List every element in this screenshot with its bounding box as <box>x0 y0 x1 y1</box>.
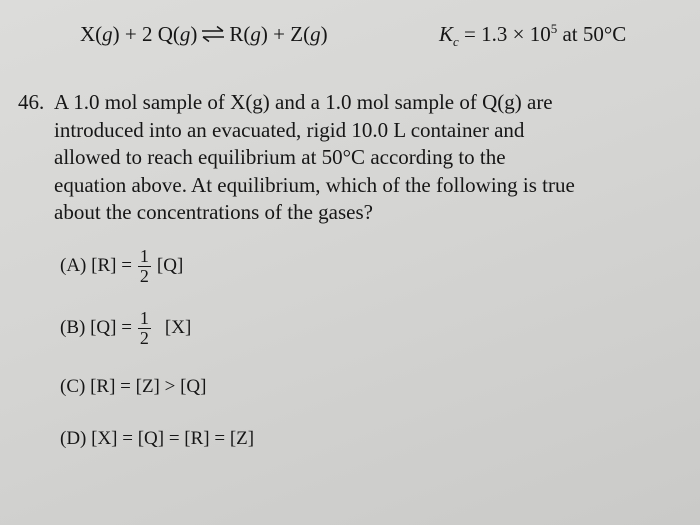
close-paren-2: ) <box>320 22 328 46</box>
kc-subscript: c <box>453 34 459 50</box>
product-r: R( <box>229 22 251 46</box>
choice-c[interactable]: (C) [R] = [Z] > [Q] <box>60 376 207 397</box>
fraction-denominator: 2 <box>139 328 149 348</box>
choice-d[interactable]: (D) [X] = [Q] = [R] = [Z] <box>60 428 255 449</box>
choice-a-lhs: (A) [R] = <box>60 254 132 276</box>
product-z-state: g <box>310 22 321 46</box>
stem-line: A 1.0 mol sample of X(g) and a 1.0 mol sample of Q(g) are <box>54 90 553 114</box>
fraction-numerator: 1 <box>139 308 149 328</box>
fraction <box>138 309 151 348</box>
equation-left <box>80 21 328 47</box>
choice-a[interactable] <box>60 247 183 286</box>
kc-condition: at 50°C <box>557 22 627 46</box>
stem-line: allowed to reach equilibrium at 50°C according to the <box>54 145 506 169</box>
equilibrium-arrow-icon <box>201 25 225 43</box>
close-paren-1: ) <box>190 22 198 46</box>
stem-line: introduced into an evacuated, rigid 10.0 L container and <box>54 117 525 142</box>
kc-value: = 1.3 × 10 <box>458 22 551 46</box>
question-stem <box>54 89 575 227</box>
choice-b-lhs: (B) [Q] = <box>60 316 132 338</box>
question-number: 46. <box>18 90 45 114</box>
choice-a-rhs: [Q] <box>156 254 184 276</box>
product-r-state: g <box>250 22 261 46</box>
stem-line: equation above. At equilibrium, which of the following is true <box>54 172 575 197</box>
kc-symbol: K <box>439 22 454 46</box>
reactant-x-state: g <box>102 22 113 46</box>
equilibrium-constant <box>439 21 627 50</box>
fraction <box>138 247 151 286</box>
plus-q: ) + 2 Q( <box>112 22 180 46</box>
reactant-x: X( <box>80 22 103 46</box>
choice-b-rhs: [X] <box>164 316 192 338</box>
reactant-q-state: g <box>179 22 191 46</box>
fraction-denominator: 2 <box>139 266 149 286</box>
choice-b[interactable] <box>60 309 191 348</box>
kc-exponent: 5 <box>550 21 558 36</box>
stem-line: about the concentrations of the gases? <box>54 200 373 224</box>
plus-z: ) + Z( <box>260 22 311 46</box>
fraction-numerator: 1 <box>139 246 149 266</box>
